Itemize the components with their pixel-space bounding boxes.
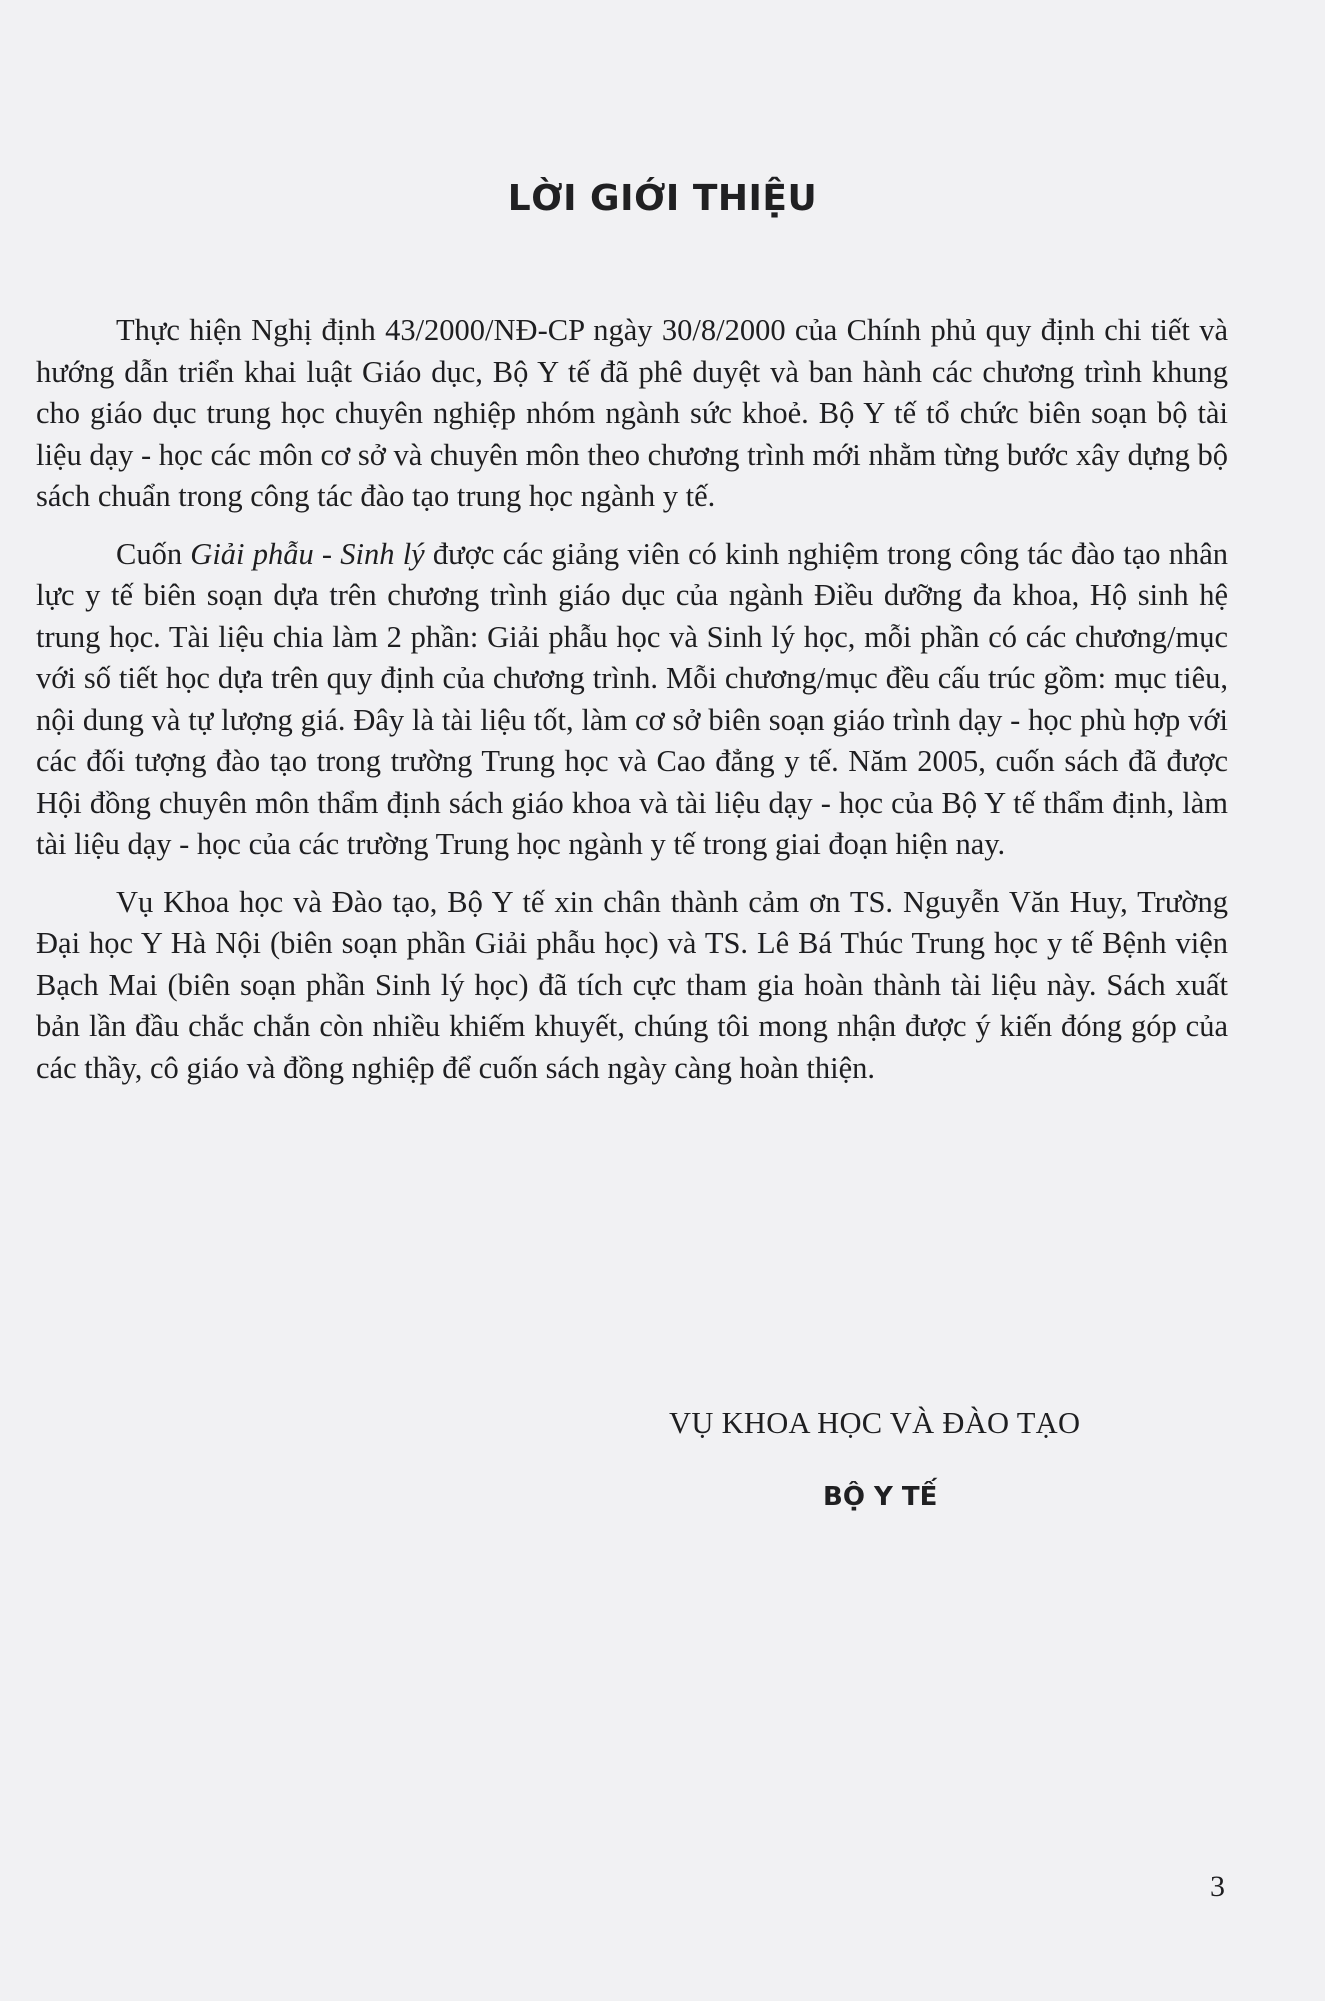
paragraph-2 xyxy=(36,534,1228,866)
signature-department: VỤ KHOA HỌC VÀ ĐÀO TẠO xyxy=(669,1406,1081,1440)
body-text xyxy=(36,310,1228,1105)
paragraph-1 xyxy=(36,310,1228,518)
signature-organization: BỘ Y TẾ xyxy=(823,1482,938,1512)
paragraph-3-text: Vụ Khoa học và Đào tạo, Bộ Y tế xin chân thành cảm ơn TS. Nguyễn Văn Huy, Trường Đại học Y Hà Nội (biên soạn phần Giải phẫu học) và TS. Lê Bá Thúc Trung học y tế Bệnh viện Bạch Mai (biên soạn phần Sinh lý học) đã tích cực tham gia hoàn thành tài liệu này. Sách xuất bản lần đầu chắc chắn còn nhiều khiếm khuyết, chúng tôi mong nhận được ý kiến đóng góp của các thầy, cô giáo và đồng nghiệp để cuốn sách ngày càng hoàn thiện. xyxy=(36,884,1228,1085)
page-number: 3 xyxy=(1210,1870,1225,1903)
page-title: LỜI GIỚI THIỆU xyxy=(507,178,818,219)
paragraph-1-text: Thực hiện Nghị định 43/2000/NĐ-CP ngày 30/8/2000 của Chính phủ quy định chi tiết và hướng dẫn triển khai luật Giáo dục, Bộ Y tế đã phê duyệt và ban hành các chương trình khung cho giáo dục trung học chuyên nghiệp nhóm ngành sức khoẻ. Bộ Y tế tổ chức biên soạn bộ tài liệu dạy - học các môn cơ sở và chuyên môn theo chương trình mới nhằm từng bước xây dựng bộ sách chuẩn trong công tác đào tạo trung học ngành y tế. xyxy=(36,313,1228,513)
paragraph-3 xyxy=(36,882,1228,1090)
book-title: Giải phẫu - Sinh lý xyxy=(190,536,425,571)
paragraph-2-text: được các giảng viên có kinh nghiệm trong công tác đào tạo nhân lực y tế biên soạn dựa trên chương trình giáo dục của ngành Điều dưỡng đa khoa, Hộ sinh hệ trung học. Tài liệu chia làm 2 phần: Giải phẫu học và Sinh lý học, mỗi phần có các chương/mục với số tiết học dựa trên quy định của chương trình. Mỗi chương/mục đều cấu trúc gồm: mục tiêu, nội dung và tự lượng giá. Đây là tài liệu tốt, làm cơ sở biên soạn giáo trình dạy - học phù hợp với các đối tượng đào tạo trong trường Trung học và Cao đẳng y tế. Năm 2005, cuốn sách đã được Hội đồng chuyên môn thẩm định sách giáo khoa và tài liệu dạy - học của Bộ Y tế thẩm định, làm tài liệu dạy - học của các trường Trung học ngành y tế trong giai đoạn hiện nay. xyxy=(36,536,1228,861)
paragraph-2-lead: Cuốn xyxy=(116,536,191,571)
